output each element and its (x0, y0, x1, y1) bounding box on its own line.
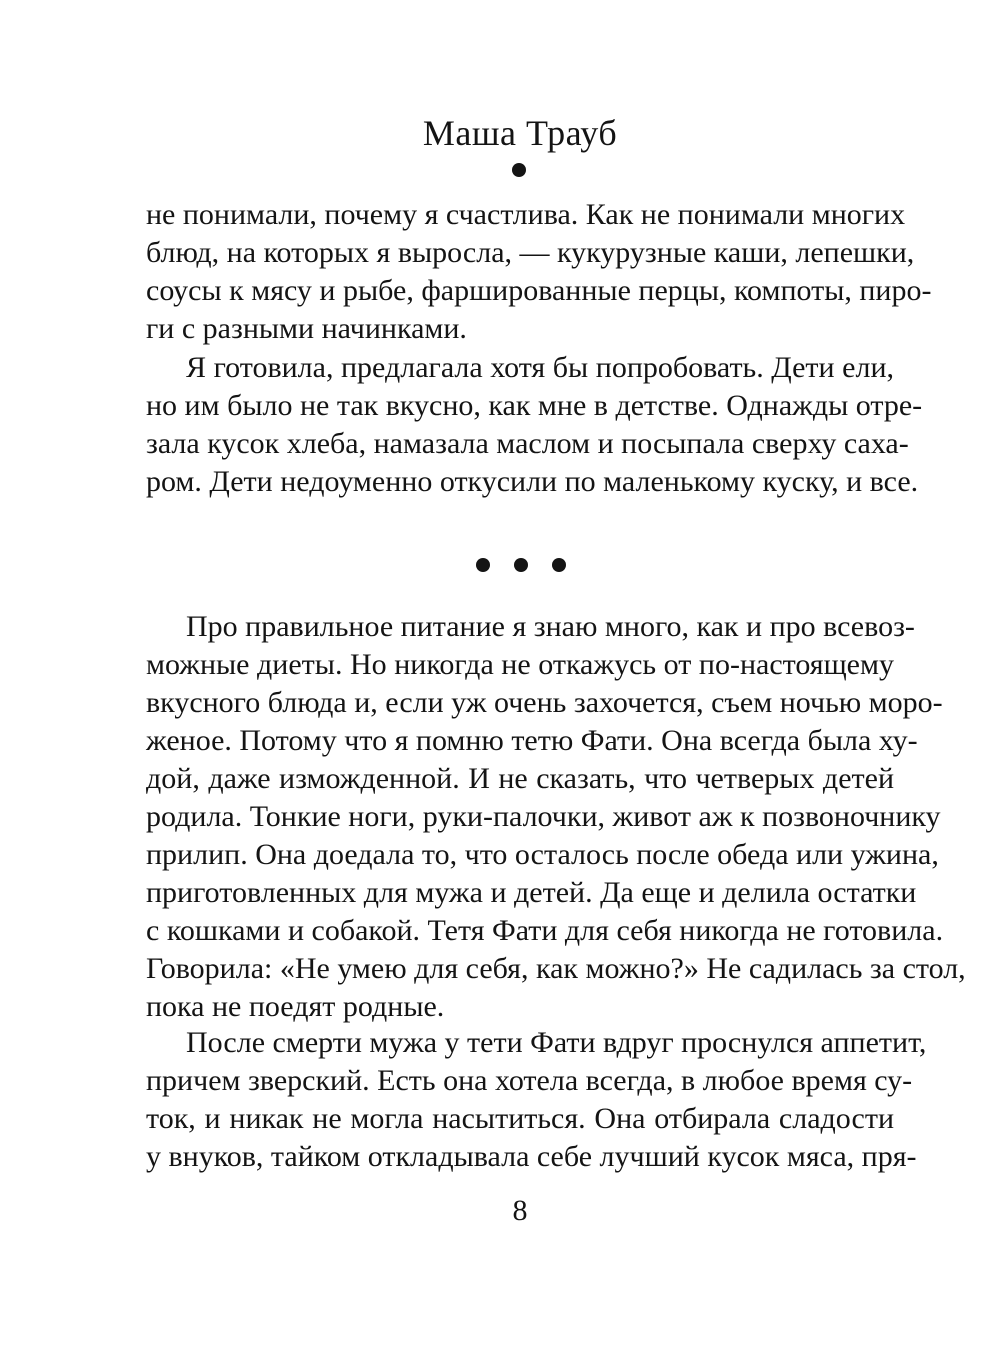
text-line: Говорила: «Не умею для себя, как можно?» Не садилась за стол, (146, 952, 966, 985)
text-line: приготовленных для мужа и детей. Да еще и делила остатки (146, 876, 917, 909)
paragraph-1 (146, 196, 932, 348)
text-line: зала кусок хлеба, намазала маслом и посыпала сверху саха- (146, 427, 909, 460)
text-line: Я готовила, предлагала хотя бы попробовать. Дети ели, (186, 351, 894, 384)
text-line: дой, даже изможденной. И не сказать, что четверых детей (146, 762, 894, 795)
text-line: можные диеты. Но никогда не откажусь от по-настоящему (146, 648, 894, 681)
text-line: но им было не так вкусно, как мне в детстве. Однажды отре- (146, 389, 923, 422)
separator-dot (514, 558, 528, 572)
text-line: у внуков, тайком откладывала себе лучший кусок мяса, пря- (146, 1140, 917, 1173)
head-bullet (512, 163, 526, 177)
paragraph-4 (146, 1024, 927, 1176)
text-line: вкусного блюда и, если уж очень захочется, съем ночью моро- (146, 686, 943, 719)
separator-dot (552, 558, 566, 572)
running-head-author: Маша Трауб (422, 113, 618, 153)
text-line: блюд, на которых я выросла, — кукурузные каши, лепешки, (146, 236, 915, 269)
text-line: соусы к мясу и рыбе, фаршированные перцы, компоты, пиро- (146, 274, 932, 307)
text-line: ги с разными начинками. (146, 312, 467, 345)
text-line: причем зверский. Есть она хотела всегда, в любое время су- (146, 1064, 913, 1097)
section-separator (476, 558, 566, 572)
text-line: После смерти мужа у тети Фати вдруг проснулся аппетит, (186, 1026, 927, 1059)
text-line: с кошками и собакой. Тетя Фати для себя никогда не готовила. (146, 914, 944, 947)
text-line: Про правильное питание я знаю много, как и про всевоз- (186, 610, 915, 643)
separator-dot (476, 558, 490, 572)
paragraph-3 (146, 608, 966, 1026)
text-line: прилип. Она доедала то, что осталось после обеда или ужина, (146, 838, 939, 871)
text-line: ток, и никак не могла насытиться. Она отбирала сладости (146, 1102, 894, 1135)
text-line: женое. Потому что я помню тетю Фати. Она всегда была ху- (146, 724, 918, 757)
text-line: пока не поедят родные. (146, 990, 445, 1023)
text-line: родила. Тонкие ноги, руки-палочки, живот аж к позвоночнику (146, 800, 941, 833)
paragraph-2 (146, 349, 923, 501)
text-line: ром. Дети недоуменно откусили по маленькому куску, и все. (146, 465, 919, 498)
text-line: не понимали, почему я счастлива. Как не понимали многих (146, 198, 906, 231)
page-number: 8 (512, 1194, 528, 1227)
